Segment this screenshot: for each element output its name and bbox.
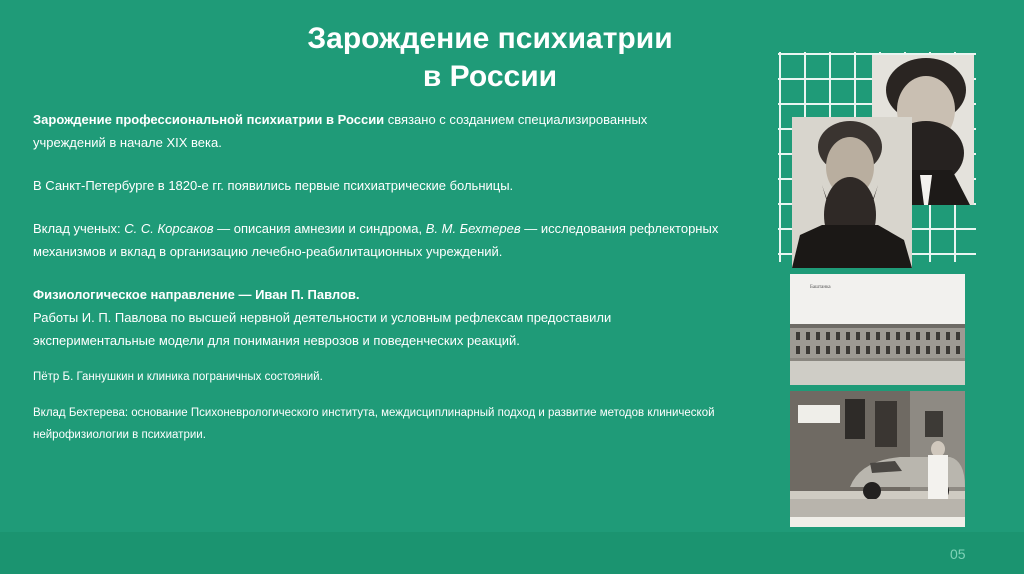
p1-bold: Зарождение профессиональной психиатрии в России: [33, 112, 385, 127]
p3-a: Вклад ученых:: [33, 221, 125, 236]
p2-bold: В Санкт-Петербурге в 1820-е гг.: [33, 178, 224, 193]
p1-rest: связано с созданием специализированных учреждений в начале XIX века.: [33, 112, 648, 150]
korsakov-name: С. С. Корсаков: [124, 221, 214, 236]
title-line-2: в России: [422, 60, 558, 93]
bekhterev-institute-text: Вклад Бехтерева: основание Психоневрологического института, междисциплинарный подход и развитие методов клинической нейрофизиологии в психиатрии.: [33, 407, 715, 441]
paragraph-3: [33, 217, 723, 263]
svg-text:Баштанка: Баштанка: [810, 285, 831, 290]
bottom-band: [0, 532, 1024, 574]
slide-title: [230, 20, 750, 96]
content-text: [33, 108, 723, 446]
gannushkin-text: Пётр Б. Ганнушкин и клиника пограничных состояний.: [33, 371, 323, 383]
pavlov-heading: Физиологическое направление — Иван П. Павлов.: [33, 287, 360, 302]
p3-b: — описания амнезии и синдрома,: [213, 221, 426, 236]
portraits-photo: [792, 55, 974, 268]
page-number: 05: [950, 546, 966, 562]
p2-rest: появились первые психиатрические больницы.: [223, 178, 514, 193]
hospital-building-photo: [790, 274, 965, 385]
paragraph-1: [33, 108, 723, 154]
photo-caption-strip: [790, 517, 965, 527]
street-car-photo: [790, 391, 965, 517]
pavlov-text: Работы И. П. Павлова по высшей нервной деятельности и условным рефлексам предоставили экспериментальные модели для понимания неврозов и поведенческих реакций.: [33, 310, 612, 348]
title-line-1: Зарождение психиатрии: [307, 22, 673, 55]
paragraph-2: [33, 174, 723, 197]
bekhterev-name: В. М. Бехтерев: [425, 221, 521, 236]
p3-c: — исследования рефлекторных механизмов и вклад в организацию лечебно-реабилитационных учреждений.: [33, 221, 719, 259]
